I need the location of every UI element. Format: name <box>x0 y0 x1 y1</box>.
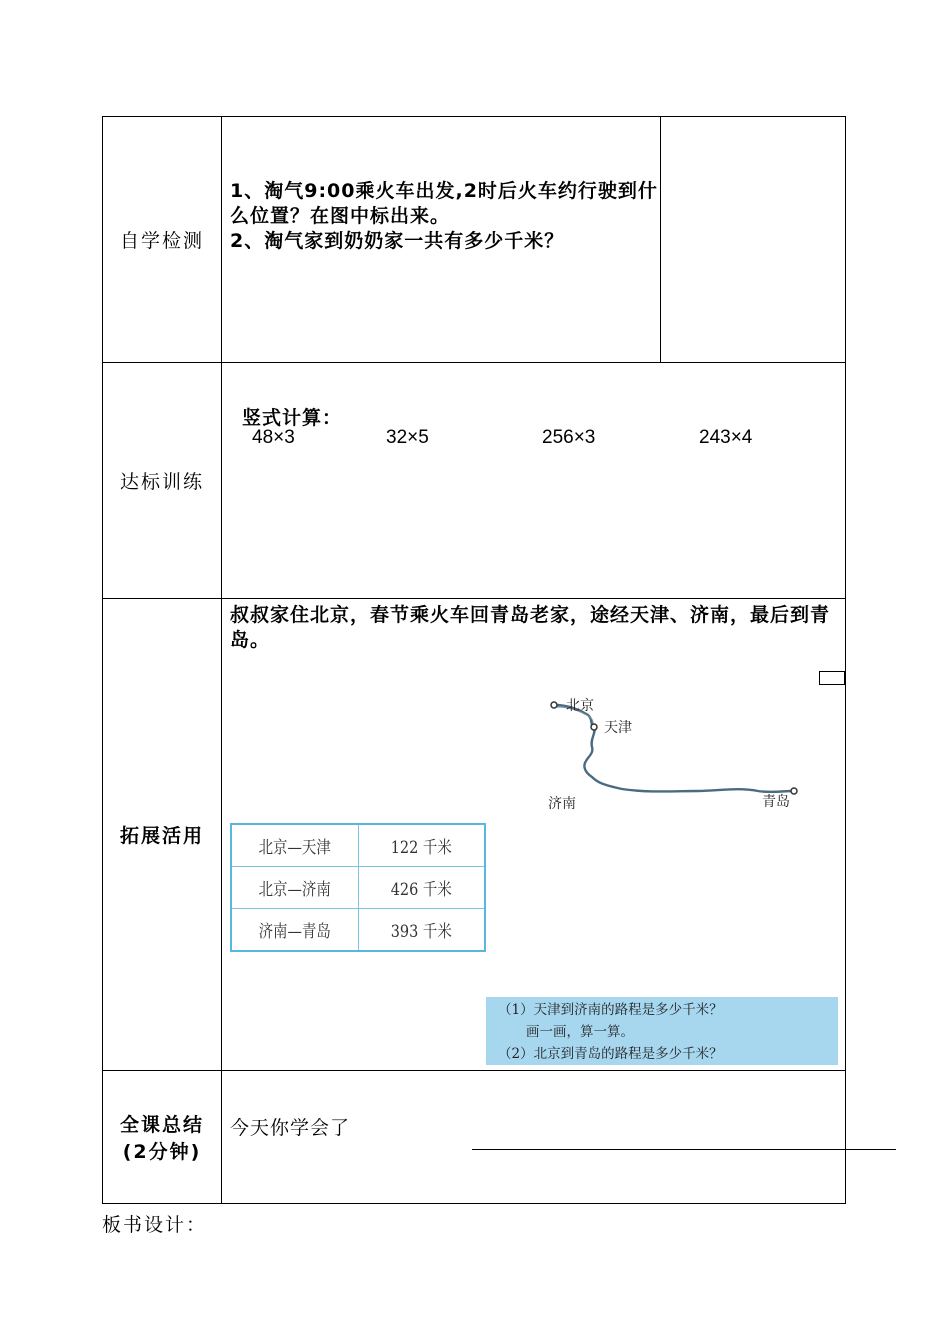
self-check-questions <box>230 179 660 254</box>
expand-content <box>222 599 846 1071</box>
self-check-question-2: 2、淘气家到奶奶家一共有多少千米？ <box>230 230 565 252</box>
row-label-self-check: 自学检测 <box>103 117 222 363</box>
map-label-jinan: 济南 <box>548 796 576 812</box>
distance-cell: 122 千米 <box>368 824 476 867</box>
calc-item: 243×4 <box>699 427 753 448</box>
question-1-instruction: 画一画，算一算。 <box>526 1024 634 1040</box>
calc-item: 32×5 <box>386 427 429 448</box>
summary-content <box>222 1071 846 1204</box>
answer-blank-line <box>472 1149 896 1150</box>
distance-cell: 393 千米 <box>368 909 476 952</box>
expand-intro-text: 叔叔家住北京，春节乘火车回青岛老家，途经天津、济南，最后到青岛。 <box>230 604 831 651</box>
row-practice <box>103 363 846 599</box>
rail-map <box>548 691 818 821</box>
self-check-side-cell <box>661 117 846 363</box>
route-cell: 北京—天津 <box>241 824 349 867</box>
summary-text: 今天你学会了 <box>230 1117 351 1139</box>
table-row <box>231 909 485 952</box>
self-check-content <box>222 117 661 363</box>
summary-time: (2分钟) <box>122 1141 202 1163</box>
route-cell: 北京—济南 <box>241 867 349 909</box>
row-summary <box>103 1071 846 1204</box>
lesson-table <box>102 116 846 1204</box>
small-box <box>819 671 845 685</box>
row-label-expand: 拓展活用 <box>103 599 222 1071</box>
map-label-tianjin: 天津 <box>604 720 632 736</box>
board-design-label: 板书设计： <box>102 1214 208 1236</box>
row-self-check <box>103 117 846 363</box>
tianjin-station-dot <box>591 724 597 730</box>
row-label-practice: 达标训练 <box>103 363 222 599</box>
beijing-station-dot <box>551 702 557 708</box>
practice-title: 竖式计算： <box>242 407 343 429</box>
practice-content <box>222 363 846 599</box>
calc-item: 48×3 <box>252 427 295 448</box>
summary-label: 全课总结 <box>119 1114 204 1136</box>
map-label-beijing: 北京 <box>566 698 594 714</box>
table-row <box>231 867 485 909</box>
table-row <box>231 824 485 867</box>
self-check-question-1: 1、淘气9:00乘火车出发,2时后火车约行驶到什么位置？在图中标出来。 <box>230 180 658 227</box>
question-2: （2）北京到青岛的路程是多少千米？ <box>498 1046 723 1062</box>
row-label-summary <box>103 1071 222 1204</box>
distance-cell: 426 千米 <box>368 867 476 909</box>
map-label-qingdao: 青岛 <box>762 794 790 810</box>
calc-item: 256×3 <box>542 427 596 448</box>
qingdao-station-dot <box>791 788 797 794</box>
route-cell: 济南—青岛 <box>241 909 349 952</box>
rail-line <box>554 705 792 792</box>
question-box <box>486 997 838 1065</box>
row-expand <box>103 599 846 1071</box>
question-1: （1）天津到济南的路程是多少千米？ <box>498 1002 723 1018</box>
distance-table <box>230 823 486 952</box>
